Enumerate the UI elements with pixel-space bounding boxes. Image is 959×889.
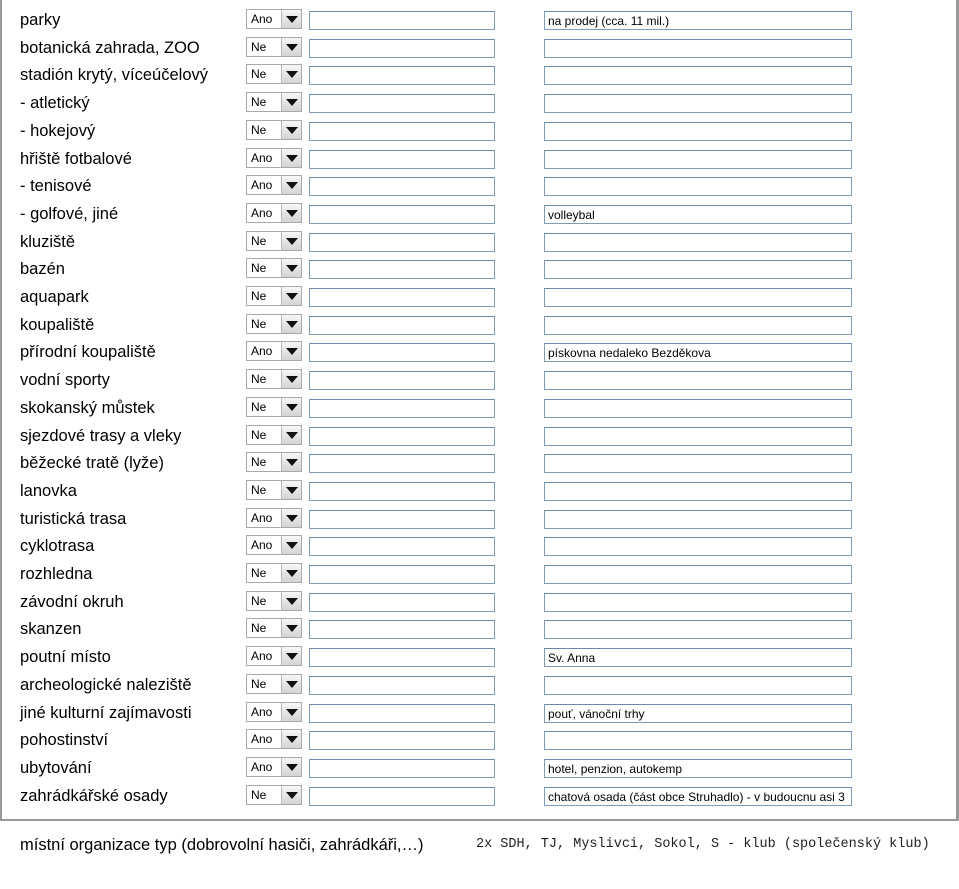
select-value: Ne [251,233,267,248]
select-value: Ano [251,538,273,553]
row-label: zahrádkářské osady [20,786,168,805]
row-label: stadión krytý, víceúčelový [20,66,208,85]
row-label: archeologické naleziště [20,675,192,694]
chevron-down-icon[interactable] [281,619,301,637]
form-row [0,699,959,727]
row-label: běžecké tratě (lyže) [20,454,164,473]
chevron-down-icon[interactable] [281,204,301,222]
detail-input[interactable] [309,537,495,556]
detail-input[interactable] [309,233,495,252]
note-input[interactable] [544,122,852,141]
form-row [0,532,959,560]
select-value: Ne [251,39,267,54]
yes-no-select[interactable] [246,452,302,472]
detail-input[interactable] [309,759,495,778]
row-label: pohostinství [20,731,109,750]
note-input[interactable] [544,427,852,446]
detail-input[interactable] [309,343,495,362]
detail-input[interactable] [309,177,495,196]
select-value: Ne [251,399,267,414]
detail-input[interactable] [309,593,495,612]
select-value: Ano [251,510,273,525]
row-label: kluziště [20,232,76,251]
note-text: Sv. Anna [548,651,596,666]
detail-input[interactable] [309,66,495,85]
row-label: skokanský můstek [20,398,155,417]
select-value: Ano [251,150,273,165]
note-input[interactable] [544,343,852,362]
chevron-down-icon[interactable] [281,675,301,693]
chevron-down-icon[interactable] [281,38,301,56]
select-value: Ne [251,787,267,802]
detail-input[interactable] [309,205,495,224]
note-input[interactable] [544,537,852,556]
row-label: turistická trasa [20,509,127,528]
row-label: skanzen [20,620,82,639]
chevron-down-icon[interactable] [281,342,301,360]
chevron-down-icon[interactable] [281,398,301,416]
form-row [0,61,959,89]
select-value: Ne [251,372,267,387]
chevron-down-icon[interactable] [281,592,301,610]
row-label: koupaliště [20,315,95,334]
chevron-down-icon[interactable] [281,564,301,582]
note-input[interactable] [544,648,852,667]
detail-input[interactable] [309,787,495,806]
select-value: Ne [251,427,267,442]
row-label: parky [20,11,61,29]
chevron-down-icon[interactable] [281,703,301,721]
row-label: lanovka [20,481,77,500]
note-input[interactable] [544,66,852,85]
form-row [0,615,959,643]
detail-input[interactable] [309,371,495,390]
yes-no-select[interactable] [246,702,302,722]
select-value: Ne [251,482,267,497]
chevron-down-icon[interactable] [281,370,301,388]
yes-no-select[interactable] [246,757,302,777]
yes-no-select[interactable] [246,425,302,445]
form-row [0,228,959,256]
yes-no-select[interactable] [246,508,302,528]
detail-input[interactable] [309,482,495,501]
chevron-down-icon[interactable] [281,315,301,333]
note-input[interactable] [544,205,852,224]
select-value: Ne [251,676,267,691]
row-label: - tenisové [20,177,92,196]
form-row [0,338,959,366]
detail-input[interactable] [309,676,495,695]
select-value: Ne [251,67,267,82]
form-row [0,394,959,422]
chevron-down-icon[interactable] [281,65,301,83]
row-label: botanická zahrada, ZOO [20,38,200,57]
chevron-down-icon[interactable] [281,232,301,250]
note-input[interactable] [544,94,852,113]
detail-input[interactable] [309,399,495,418]
note-text: pískovna nedaleko Bezděkova [548,346,711,361]
note-text: na prodej (cca. 11 mil.) [548,14,670,28]
form-row [0,588,959,616]
chevron-down-icon[interactable] [281,121,301,139]
form-row [0,477,959,505]
note-text: pouť, vánoční trhy [548,706,645,721]
chevron-down-icon[interactable] [281,536,301,554]
form-row [0,505,959,533]
row-label: aquapark [20,288,89,306]
form-row [0,643,959,671]
yes-no-select[interactable] [246,646,302,666]
row-label: jiné kulturní zajímavosti [20,703,192,722]
select-value: Ano [251,205,273,220]
select-value: Ne [251,455,267,470]
chevron-down-icon[interactable] [281,647,301,665]
note-input[interactable] [544,593,852,612]
detail-input[interactable] [309,427,495,446]
note-input[interactable] [544,316,852,335]
chevron-down-icon[interactable] [281,453,301,471]
select-value: Ne [251,122,267,137]
form-row [0,34,959,62]
row-label: - atletický [20,94,90,113]
select-value: Ano [251,344,273,359]
note-input[interactable] [544,704,852,723]
local-organizations-label: místní organizace typ (dobrovolní hasiči, zahrádkáři,…) [20,836,424,854]
row-label: rozhledna [20,565,93,583]
select-value: Ne [251,566,267,580]
yes-no-select[interactable] [246,397,302,417]
note-input[interactable] [544,759,852,778]
note-input[interactable] [544,150,852,169]
select-value: Ano [251,12,273,26]
note-input[interactable] [544,177,852,196]
select-value: Ano [251,704,273,719]
detail-input[interactable] [309,11,495,30]
row-label: - golfové, jiné [20,204,119,223]
form-row [0,89,959,117]
yes-no-select[interactable] [246,341,302,361]
form-row [0,145,959,173]
yes-no-select[interactable] [246,591,302,611]
yes-no-select[interactable] [246,9,302,29]
detail-input[interactable] [309,510,495,529]
chevron-down-icon[interactable] [281,176,301,194]
select-value: Ne [251,593,267,608]
note-input[interactable] [544,787,852,806]
note-input[interactable] [544,510,852,529]
note-text: volleybal [548,207,595,222]
form-row [0,726,959,754]
yes-no-select[interactable] [246,729,302,749]
row-label: poutní místo [20,648,111,667]
note-input[interactable] [544,399,852,418]
yes-no-select[interactable] [246,231,302,251]
chevron-down-icon[interactable] [281,93,301,111]
form-row [0,200,959,228]
note-input[interactable] [544,565,852,584]
row-label: závodní okruh [20,592,124,611]
detail-input[interactable] [309,704,495,723]
chevron-down-icon[interactable] [281,509,301,527]
detail-input[interactable] [309,620,495,639]
form-row [0,782,959,810]
note-text: chatová osada (část obce Struhadlo) - v budoucnu asi 3 [548,789,845,804]
chevron-down-icon[interactable] [281,758,301,776]
chevron-down-icon[interactable] [281,149,301,167]
yes-no-select[interactable] [246,369,302,389]
yes-no-select[interactable] [246,480,302,500]
note-input[interactable] [544,731,852,750]
detail-input[interactable] [309,150,495,169]
select-value: Ne [251,621,267,636]
form-row [0,560,959,588]
yes-no-select[interactable] [246,674,302,694]
form-row [0,422,959,450]
chevron-down-icon[interactable] [281,730,301,748]
select-value: Ano [251,649,273,664]
detail-input[interactable] [309,94,495,113]
yes-no-select[interactable] [246,314,302,334]
detail-input[interactable] [309,648,495,667]
yes-no-select[interactable] [246,175,302,195]
select-value: Ne [251,316,267,331]
detail-input[interactable] [309,316,495,335]
form-row [0,671,959,699]
chevron-down-icon[interactable] [281,481,301,499]
note-input[interactable] [544,11,852,30]
note-input[interactable] [544,260,852,279]
chevron-down-icon[interactable] [281,10,301,28]
yes-no-select[interactable] [246,37,302,57]
form-row [0,6,959,34]
note-input[interactable] [544,39,852,58]
yes-no-select[interactable] [246,535,302,555]
note-input[interactable] [544,233,852,252]
detail-input[interactable] [309,260,495,279]
note-input[interactable] [544,676,852,695]
yes-no-select[interactable] [246,286,302,306]
detail-input[interactable] [309,288,495,307]
yes-no-select[interactable] [246,785,302,805]
detail-input[interactable] [309,731,495,750]
chevron-down-icon[interactable] [281,786,301,804]
note-input[interactable] [544,620,852,639]
row-label: cyklotrasa [20,537,95,556]
form-row [0,754,959,782]
note-input[interactable] [544,371,852,390]
row-label: bazén [20,260,65,279]
local-organizations-value: 2x SDH, TJ, Myslivci, Sokol, S - klub (společenský klub) [476,837,930,852]
note-text: hotel, penzion, autokemp [548,761,683,776]
yes-no-select[interactable] [246,203,302,223]
select-value: Ano [251,759,273,774]
yes-no-select[interactable] [246,92,302,112]
row-label: ubytování [20,758,92,777]
select-value: Ano [251,732,273,747]
form-row [0,366,959,394]
yes-no-select[interactable] [246,120,302,140]
row-label: sjezdové trasy a vleky [20,426,182,445]
chevron-down-icon[interactable] [281,426,301,444]
form-row [0,449,959,477]
row-label: přírodní koupaliště [20,343,156,362]
detail-input[interactable] [309,39,495,58]
yes-no-select[interactable] [246,64,302,84]
yes-no-select[interactable] [246,618,302,638]
form-row [0,117,959,145]
select-value: Ne [251,95,267,110]
detail-input[interactable] [309,565,495,584]
note-input[interactable] [544,288,852,307]
yes-no-select[interactable] [246,148,302,168]
chevron-down-icon[interactable] [281,287,301,305]
detail-input[interactable] [309,122,495,141]
yes-no-select[interactable] [246,563,302,583]
note-input[interactable] [544,454,852,473]
note-input[interactable] [544,482,852,501]
row-label: vodní sporty [20,371,110,390]
panel-border-bottom [0,819,959,821]
row-label: - hokejový [20,121,96,140]
detail-input[interactable] [309,454,495,473]
select-value: Ne [251,261,267,276]
form-row [0,172,959,200]
select-value: Ano [251,178,273,193]
select-value: Ne [251,289,267,303]
form-row [0,283,959,311]
form-row [0,255,959,283]
row-label: hřiště fotbalové [20,149,132,168]
yes-no-select[interactable] [246,258,302,278]
form-row [0,311,959,339]
chevron-down-icon[interactable] [281,259,301,277]
